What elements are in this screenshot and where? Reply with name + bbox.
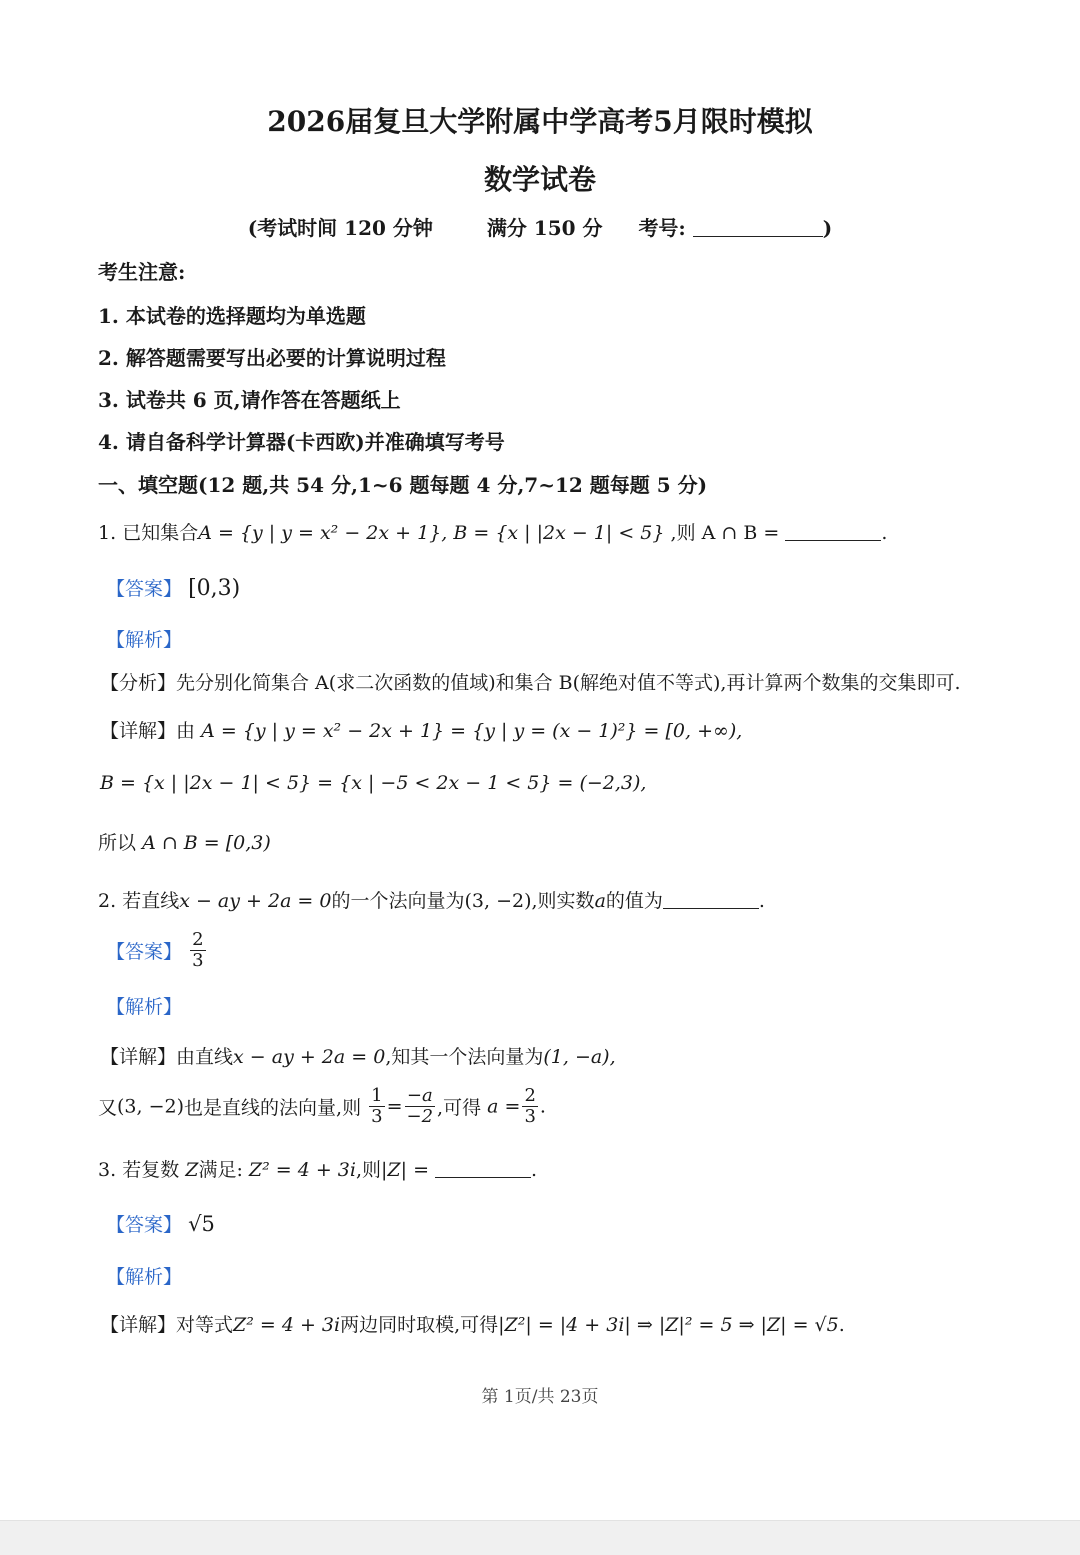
variable-a: a xyxy=(594,890,606,912)
variable-z: Z xyxy=(185,1159,199,1181)
denominator: 3 xyxy=(371,1105,383,1127)
stem-suffix: ,则 A ∩ B = xyxy=(670,522,780,544)
detail-prefix: 对等式 xyxy=(176,1314,234,1336)
note-item: 3. 试卷共 6 页,请作答在答题纸上 xyxy=(98,388,401,412)
question-number: 2. xyxy=(98,890,117,912)
question-end: . xyxy=(758,890,765,912)
line2-mid: 也是直线的法向量,则 xyxy=(184,1096,362,1119)
detail-equation: Z² = 4 + 3i xyxy=(233,1314,341,1336)
q2-answer xyxy=(106,930,208,971)
stem-suffix: ,则 xyxy=(355,1159,382,1181)
answer-fraction xyxy=(190,930,205,971)
stem-end: . xyxy=(881,522,888,544)
q1-detail-line-3 xyxy=(98,828,271,855)
denominator: 3 xyxy=(524,1105,536,1127)
section-heading: 一、填空题(12 题,共 54 分,1~6 题每题 4 分,7~12 题每题 5 分) xyxy=(98,473,708,497)
notes-heading: 考生注意: xyxy=(98,260,186,284)
stem-prefix: 已知集合 xyxy=(122,522,199,544)
answer-blank xyxy=(663,892,759,909)
info-close-paren: ) xyxy=(822,216,833,240)
detail-line-3: A ∩ B = [0,3) xyxy=(142,832,271,854)
fraction-3 xyxy=(522,1086,537,1127)
q2-detail xyxy=(100,1042,616,1069)
numerator: 2 xyxy=(192,929,204,950)
exam-info-line xyxy=(0,212,1080,241)
exam-title: 2026届复旦大学附属中学高考5月限时模拟 xyxy=(267,105,813,138)
q3-analysis-label xyxy=(106,1262,182,1289)
set-b-expr: B = {x | |2x − 1| < 5} xyxy=(453,522,665,544)
detail-vector: (1, −a), xyxy=(543,1046,616,1068)
fenxi-text: 先分别化简集合 A(求二次函数的值域)和集合 B(解绝对值不等式),再计算两个数集的交集即可. xyxy=(176,672,961,694)
note-item: 2. 解答题需要写出必要的计算说明过程 xyxy=(98,346,446,370)
detail-prefix: 由直线 xyxy=(176,1046,234,1068)
q1-answer xyxy=(106,574,240,601)
analysis-label: 【解析】 xyxy=(106,996,183,1018)
bottom-toolbar-edge xyxy=(0,1520,1080,1555)
detail-equation: x − ay + 2a = 0 xyxy=(233,1046,386,1068)
equation: Z² = 4 + 3i xyxy=(248,1159,356,1181)
numerator: −a xyxy=(405,1086,436,1107)
analysis-label: 【解析】 xyxy=(106,1266,183,1288)
line2-mid2: ,可得 xyxy=(437,1096,482,1119)
detail-label: 【详解】 xyxy=(100,1046,177,1068)
detail-mid: 两边同时取模,可得 xyxy=(340,1314,499,1336)
exam-subtitle: 数学试卷 xyxy=(483,163,596,196)
detail-line-1: A = {y | y = x² − 2x + 1} = {y | y = (x − 1)²} = [0, +∞), xyxy=(201,720,743,742)
line2-vector: (3, −2) xyxy=(117,1095,185,1118)
numerator: 1 xyxy=(371,1085,383,1106)
line-equation: x − ay + 2a = 0 xyxy=(179,890,332,912)
normal-vector: (3, −2) xyxy=(464,890,532,912)
question-3 xyxy=(98,1155,537,1182)
page-footer: 第 1页/共 23页 xyxy=(481,1387,599,1407)
time-info: 考试时间 120 分钟 xyxy=(257,216,433,240)
answer-blank xyxy=(435,1161,531,1178)
q3-answer xyxy=(106,1210,215,1237)
detail-mid: ,知其一个法向量为 xyxy=(385,1046,544,1068)
detail-prefix: 由 xyxy=(176,720,196,742)
modulus: |Z| = xyxy=(381,1159,429,1181)
answer-label: 【答案】 xyxy=(106,940,183,963)
note-item: 4. 请自备科学计算器(卡西欧)并准确填写考号 xyxy=(98,430,505,454)
answer-label: 【答案】 xyxy=(106,1214,183,1236)
score-info: 满分 150 分 xyxy=(486,216,603,240)
question-1 xyxy=(98,518,887,545)
detail-line-2: B = {x | |2x − 1| < 5} = {x | −5 < 2x − 1 < 5} = (−2,3), xyxy=(100,772,647,794)
detail-chain: |Z²| = |4 + 3i| ⇒ |Z|² = 5 ⇒ |Z| = √5 xyxy=(498,1314,839,1336)
answer-value: [0,3) xyxy=(188,576,241,601)
a-equals: a = xyxy=(487,1095,521,1118)
stem-prefix: 若直线 xyxy=(122,890,180,912)
fraction-1 xyxy=(369,1086,384,1127)
equals-sign: = xyxy=(386,1095,403,1118)
question-number: 1. xyxy=(98,522,117,544)
answer-value: √5 xyxy=(188,1212,215,1236)
line2-prefix: 又 xyxy=(98,1096,118,1119)
q1-detail-line-2 xyxy=(100,772,646,794)
denominator: 3 xyxy=(192,949,204,971)
fenxi-label: 【分析】 xyxy=(100,672,177,694)
detail-label: 【详解】 xyxy=(100,720,177,742)
stem-end: 的值为 xyxy=(605,890,663,912)
note-item: 1. 本试卷的选择题均为单选题 xyxy=(98,304,366,328)
line2-end: . xyxy=(539,1095,546,1118)
set-a-expr: A = {y | y = x² − 2x + 1}, xyxy=(198,522,448,544)
analysis-label: 【解析】 xyxy=(106,629,183,651)
answer-label: 【答案】 xyxy=(106,578,183,600)
id-label: 考号: xyxy=(638,216,686,240)
detail-label: 【详解】 xyxy=(100,1314,177,1336)
id-blank xyxy=(693,218,823,237)
q1-analysis-label xyxy=(106,625,182,652)
q2-detail-line-2 xyxy=(98,1086,546,1127)
detail-line-3-prefix: 所以 xyxy=(98,832,137,854)
q1-detail xyxy=(100,716,742,743)
stem-prefix: 若复数 xyxy=(122,1159,180,1181)
q3-detail xyxy=(100,1310,845,1337)
stem-suffix: ,则实数 xyxy=(531,890,595,912)
question-end: . xyxy=(531,1159,538,1181)
numerator: 2 xyxy=(524,1085,536,1106)
denominator: −2 xyxy=(406,1105,434,1127)
detail-end: . xyxy=(838,1314,845,1336)
q2-analysis-label xyxy=(106,992,182,1019)
stem-mid: 的一个法向量为 xyxy=(331,890,465,912)
question-number: 3. xyxy=(98,1159,117,1181)
fraction-2 xyxy=(405,1086,436,1127)
stem-mid: 满足: xyxy=(198,1159,243,1181)
question-2 xyxy=(98,886,765,913)
q1-fenxi xyxy=(100,668,961,695)
answer-blank xyxy=(785,524,881,541)
info-open-paren: ( xyxy=(247,216,258,240)
